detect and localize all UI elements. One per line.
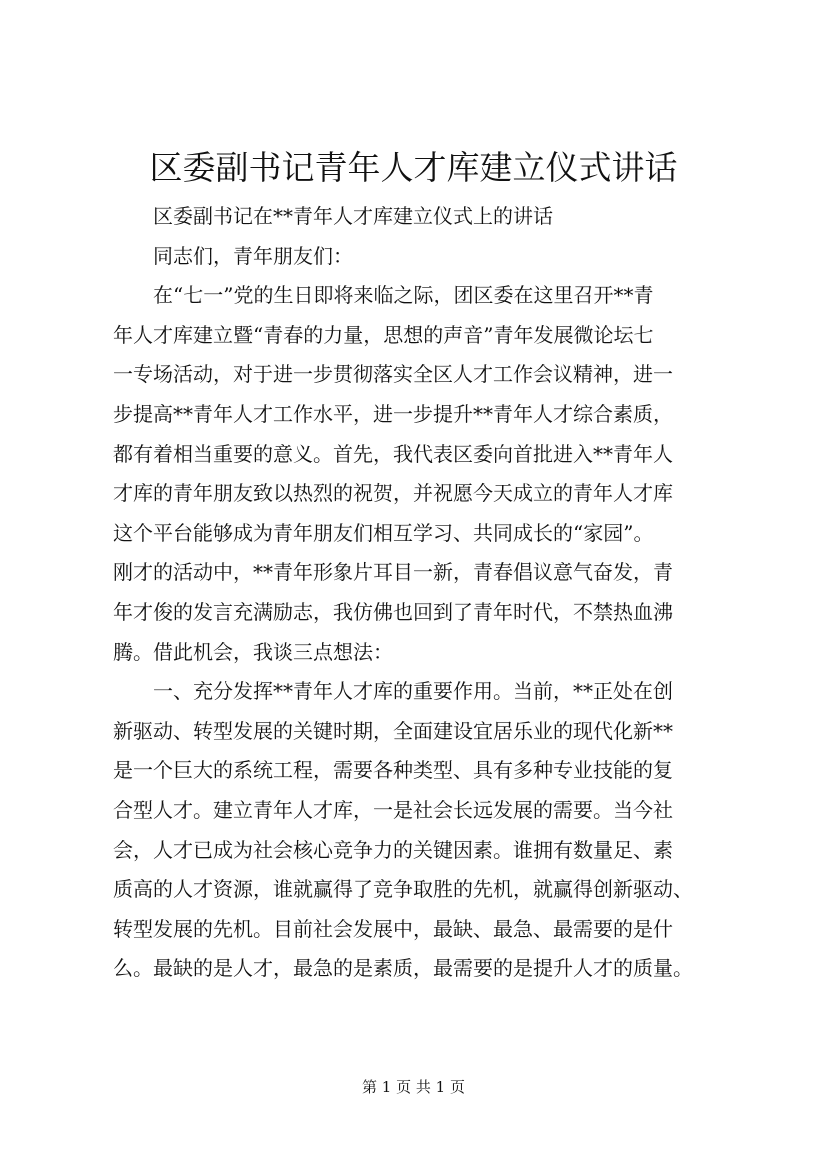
text-line: 在“七一”党的生日即将来临之际，团区委在这里召开**青: [153, 283, 654, 308]
text-line: 么。最缺的是人才，最急的是素质，最需要的是提升人才的质量。: [113, 956, 693, 981]
text-line: 刚才的活动中，**青年形象片耳目一新，青春倡议意气奋发，青: [113, 560, 673, 585]
text-line: 会，人才已成为社会核心竞争力的关键因素。谁拥有数量足、素: [113, 837, 673, 862]
text-line: 新驱动、转型发展的关键时期，全面建设宜居乐业的现代化新**: [113, 718, 673, 743]
text-line: 年才俊的发言充满励志，我仿佛也回到了青年时代，不禁热血沸: [113, 599, 673, 624]
text-line: 一专场活动，对于进一步贯彻落实全区人才工作会议精神，进一: [113, 362, 673, 387]
text-line: 年人才库建立暨“青春的力量，思想的声音”青年发展微论坛七: [113, 322, 654, 347]
text-line: 同志们，青年朋友们：: [153, 243, 353, 268]
text-line: 才库的青年朋友致以热烈的祝贺，并祝愿今天成立的青年人才库: [113, 481, 673, 506]
text-line: 一、充分发挥**青年人才库的重要作用。当前，**正处在创: [153, 679, 673, 704]
page-number-footer: 第 1 页 共 1 页: [362, 1078, 465, 1096]
text-line: 转型发展的先机。目前社会发展中，最缺、最急、最需要的是什: [113, 916, 673, 941]
text-line: 腾。借此机会，我谈三点想法：: [113, 639, 393, 664]
text-line: 合型人才。建立青年人才库，一是社会长远发展的需要。当今社: [113, 797, 673, 822]
document-body: [113, 197, 743, 989]
text-line: 都有着相当重要的意义。首先，我代表区委向首批进入**青年人: [113, 441, 673, 466]
text-line: 是一个巨大的系统工程，需要各种类型、具有多种专业技能的复: [113, 758, 673, 783]
text-line: 步提高**青年人才工作水平，进一步提升**青年人才综合素质，: [113, 401, 673, 426]
text-line: 这个平台能够成为青年朋友们相互学习、共同成长的“家园”。: [113, 520, 654, 545]
document-title: 区委副书记青年人才库建立仪式讲话: [149, 148, 678, 187]
text-line: 区委副书记在**青年人才库建立仪式上的讲话: [153, 204, 553, 228]
text-line: 质高的人才资源，谁就赢得了竞争取胜的先机，就赢得创新驱动、: [113, 877, 693, 902]
